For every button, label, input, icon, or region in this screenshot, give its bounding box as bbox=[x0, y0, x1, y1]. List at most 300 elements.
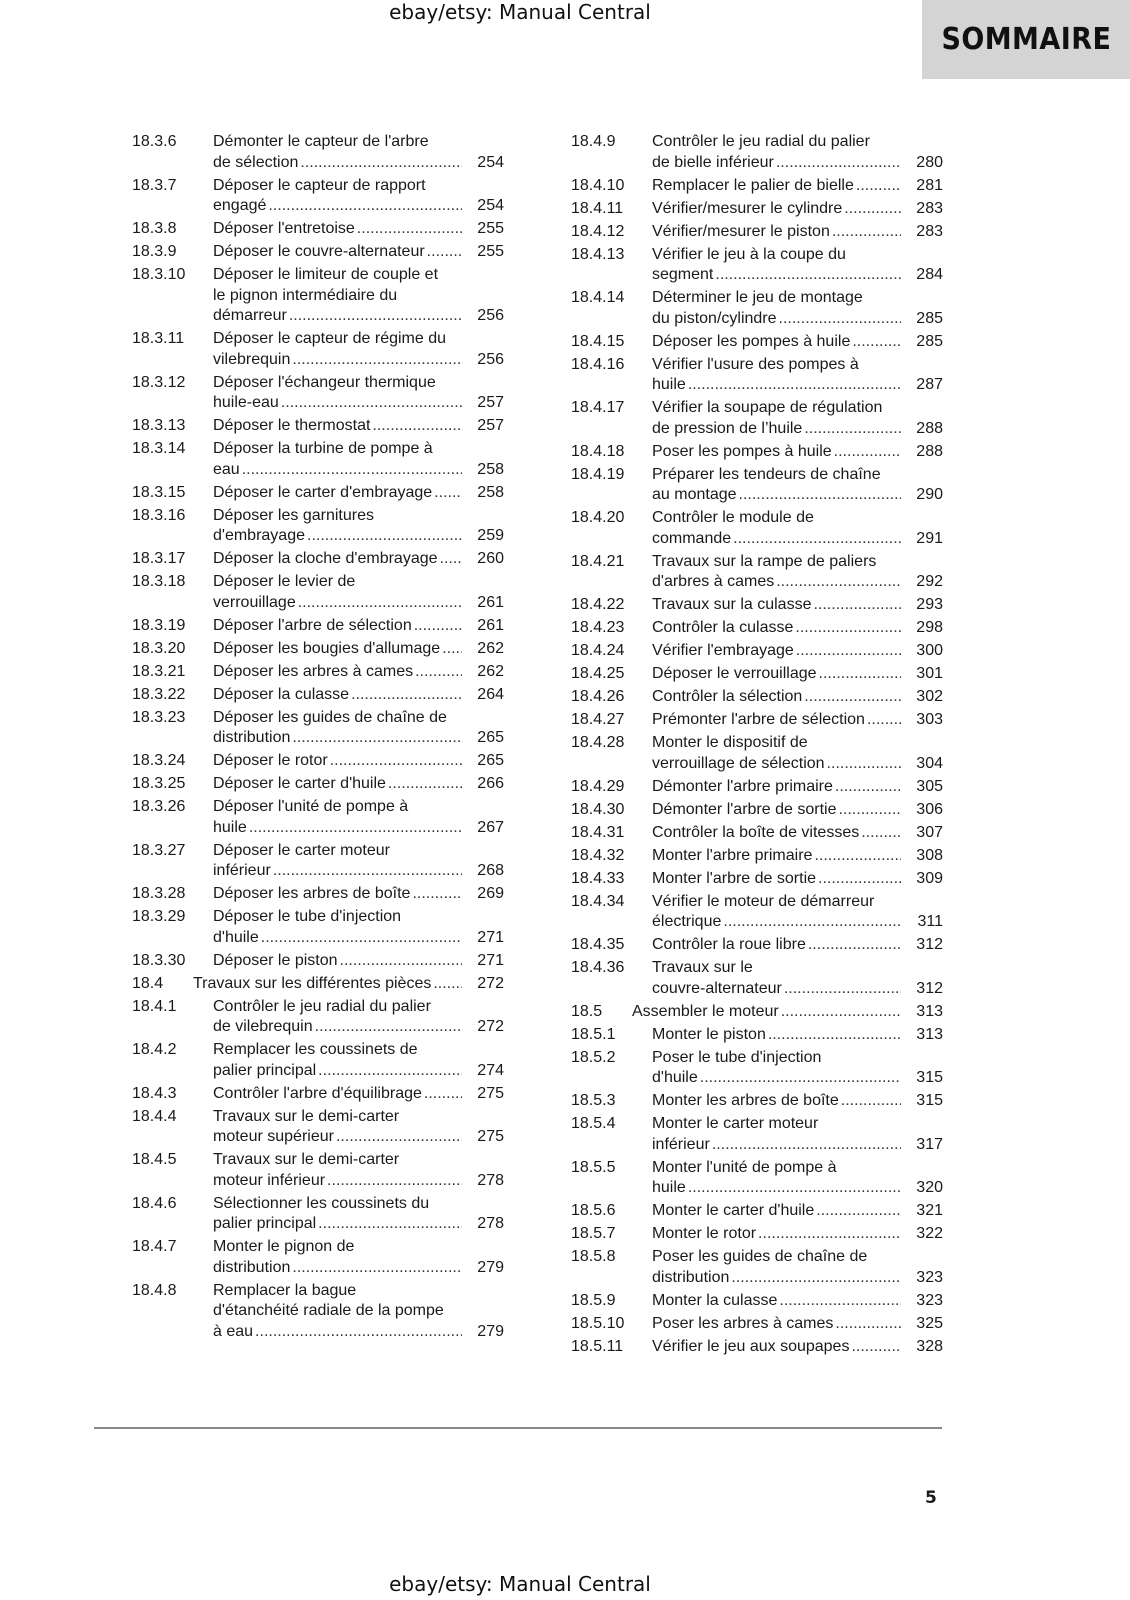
toc-entry-title-line: Remplacer la bague bbox=[213, 1281, 357, 1299]
toc-entry[interactable] bbox=[571, 618, 943, 639]
toc-entry-last-line bbox=[213, 153, 504, 174]
toc-entry[interactable] bbox=[571, 958, 943, 999]
toc-entry-title-line: à eau bbox=[213, 1322, 254, 1340]
toc-entry[interactable] bbox=[571, 1114, 943, 1155]
dot-leader bbox=[330, 751, 462, 772]
toc-entry-last-line bbox=[652, 935, 943, 956]
toc-entry-last-line bbox=[652, 664, 943, 685]
dot-leader bbox=[715, 265, 901, 286]
toc-entry-title-line: distribution bbox=[213, 1258, 291, 1276]
toc-entry-body bbox=[652, 935, 943, 956]
toc-entry-title-line: palier principal bbox=[213, 1215, 317, 1232]
toc-entry[interactable] bbox=[571, 1291, 943, 1312]
toc-entry-page: 275 bbox=[477, 1084, 504, 1102]
toc-entry-title-line: Monter le pignon de bbox=[213, 1238, 355, 1255]
toc-entry-number: 18.4.31 bbox=[571, 823, 625, 841]
toc-entry-last-line bbox=[652, 419, 943, 440]
toc-entry-title-line: Travaux sur la culasse bbox=[652, 596, 812, 613]
toc-entry[interactable] bbox=[571, 1025, 943, 1046]
toc-entry[interactable] bbox=[571, 1002, 943, 1023]
toc-entry-last-line bbox=[213, 1017, 504, 1038]
toc-entry[interactable] bbox=[132, 1237, 504, 1278]
toc-entry-page: 258 bbox=[477, 460, 504, 478]
toc-entry[interactable] bbox=[571, 892, 943, 933]
dot-leader bbox=[415, 662, 462, 683]
toc-entry-body bbox=[213, 1107, 504, 1148]
toc-entry-page: 274 bbox=[477, 1061, 504, 1079]
toc-entry-page: 309 bbox=[916, 869, 943, 887]
toc-entry[interactable] bbox=[571, 846, 943, 867]
toc-entry[interactable] bbox=[132, 439, 504, 480]
toc-entry[interactable] bbox=[571, 595, 943, 616]
toc-entry-page: 272 bbox=[477, 974, 504, 992]
toc-entry[interactable] bbox=[132, 1107, 504, 1148]
dot-leader bbox=[388, 774, 462, 795]
toc-entry-title-line: distribution bbox=[652, 1268, 730, 1286]
toc-entry-body bbox=[652, 733, 943, 774]
toc-entry[interactable] bbox=[132, 219, 504, 240]
toc-entry-title-line: Déposer le couvre-alternateur bbox=[213, 243, 425, 260]
toc-entry-title-line: Déposer le carter d'embrayage bbox=[213, 483, 433, 501]
toc-entry-body bbox=[652, 176, 943, 197]
dot-leader bbox=[249, 818, 462, 839]
toc-entry-number: 18.4.6 bbox=[132, 1194, 177, 1212]
toc-entry-body bbox=[213, 242, 504, 263]
toc-entry-title-line: du piston/cylindre bbox=[652, 309, 777, 327]
toc-entry-title-line: Vérifier le jeu aux soupapes bbox=[652, 1337, 850, 1355]
toc-entry-last-line bbox=[652, 1337, 943, 1358]
toc-entry-title-line: eau bbox=[213, 460, 240, 478]
toc-entry-body bbox=[652, 595, 943, 616]
toc-entry-last-line bbox=[193, 974, 504, 995]
toc-entry-title-line: Déposer le piston bbox=[213, 951, 338, 969]
toc-entry-title-line: Remplacer le palier de bielle bbox=[652, 176, 854, 194]
toc-entry-title-line: huile bbox=[652, 1179, 686, 1196]
toc-entry-page: 325 bbox=[916, 1314, 943, 1332]
toc-entry[interactable] bbox=[132, 951, 504, 972]
toc-entry[interactable] bbox=[132, 1281, 504, 1343]
dot-leader bbox=[723, 912, 901, 933]
toc-entry[interactable] bbox=[132, 708, 504, 749]
toc-entry-page: 292 bbox=[916, 573, 943, 590]
toc-entry-number: 18.3.15 bbox=[132, 483, 186, 501]
toc-entry-title-line: d'huile bbox=[652, 1069, 698, 1086]
dot-leader bbox=[281, 393, 462, 414]
toc-entry-number: 18.4.1 bbox=[132, 997, 177, 1015]
toc-entry-title-line: Contrôler le module de bbox=[652, 509, 814, 526]
toc-entry-number: 18.4.25 bbox=[571, 665, 625, 682]
toc-entry-last-line bbox=[652, 1178, 943, 1199]
toc-entry-body bbox=[213, 572, 504, 613]
toc-entry-title-line: Vérifier la soupape de régulation bbox=[652, 399, 883, 416]
dot-leader bbox=[852, 332, 901, 353]
toc-entry[interactable] bbox=[571, 222, 943, 243]
toc-entry-last-line bbox=[213, 219, 504, 240]
toc-entry[interactable] bbox=[571, 800, 943, 821]
toc-entry-page: 305 bbox=[916, 777, 943, 795]
toc-entry-page: 285 bbox=[916, 332, 943, 350]
toc-entry-title-line: de bielle inférieur bbox=[652, 153, 774, 171]
toc-entry-last-line bbox=[213, 483, 504, 504]
toc-entry-body bbox=[652, 1048, 943, 1089]
toc-entry-last-line bbox=[213, 1171, 504, 1192]
toc-entry-last-line bbox=[652, 979, 943, 1000]
toc-entry-body bbox=[652, 664, 943, 685]
toc-entry-title-line: Déposer les pompes à huile bbox=[652, 332, 851, 350]
toc-entry-number: 18.3.11 bbox=[132, 330, 185, 347]
toc-entry[interactable] bbox=[571, 199, 943, 220]
toc-entry-body bbox=[213, 549, 504, 570]
toc-entry[interactable] bbox=[132, 751, 504, 772]
toc-entry-number: 18.4.27 bbox=[571, 711, 625, 728]
dot-leader bbox=[433, 974, 462, 995]
toc-entry[interactable] bbox=[132, 639, 504, 660]
toc-entry-last-line bbox=[652, 641, 943, 662]
toc-entry-number: 18.3.14 bbox=[132, 440, 186, 457]
toc-entry-title-line: Démonter l'arbre primaire bbox=[652, 777, 833, 795]
watermark-bottom: ebay/etsy: Manual Central bbox=[389, 1572, 651, 1596]
toc-entry[interactable] bbox=[571, 132, 943, 173]
dot-leader bbox=[351, 685, 462, 706]
toc-entry[interactable] bbox=[132, 483, 504, 504]
toc-entry[interactable] bbox=[571, 777, 943, 798]
toc-entry[interactable] bbox=[571, 508, 943, 549]
toc-entry-title-line: Déposer le levier de bbox=[213, 573, 356, 590]
toc-entry-page: 262 bbox=[477, 639, 504, 657]
toc-entry-last-line bbox=[652, 572, 943, 593]
toc-entry-body bbox=[213, 265, 504, 327]
toc-entry-last-line bbox=[652, 823, 943, 844]
toc-entry-number: 18.4.9 bbox=[571, 133, 616, 150]
toc-entry-title-line: Préparer les tendeurs de chaîne bbox=[652, 465, 881, 483]
toc-entry-page: 302 bbox=[916, 688, 943, 705]
toc-entry[interactable] bbox=[132, 1084, 504, 1105]
toc-entry-body bbox=[652, 508, 943, 549]
toc-entry-body bbox=[213, 1237, 504, 1278]
toc-entry[interactable] bbox=[132, 884, 504, 905]
toc-entry-title-line: Déposer le verrouillage bbox=[652, 665, 817, 682]
toc-entry-title-line: Vérifier/mesurer le cylindre bbox=[652, 199, 843, 217]
toc-entry-body bbox=[213, 1150, 504, 1191]
toc-entry-number: 18.3.18 bbox=[132, 573, 186, 590]
toc-entry-page: 328 bbox=[916, 1337, 943, 1355]
toc-entry[interactable] bbox=[132, 416, 504, 437]
toc-entry[interactable] bbox=[132, 549, 504, 570]
dot-leader bbox=[273, 861, 462, 882]
toc-entry[interactable] bbox=[571, 288, 943, 329]
toc-entry[interactable] bbox=[571, 823, 943, 844]
toc-entry-number: 18.5.9 bbox=[571, 1291, 616, 1309]
toc-entry[interactable] bbox=[571, 710, 943, 731]
dot-leader bbox=[442, 639, 462, 660]
toc-entry[interactable] bbox=[132, 841, 504, 882]
toc-entry-last-line bbox=[652, 265, 943, 286]
toc-entry-body bbox=[652, 442, 943, 463]
toc-entry-body bbox=[213, 1084, 504, 1105]
toc-entry-number: 18.4.12 bbox=[571, 222, 625, 240]
toc-entry-page: 255 bbox=[477, 220, 504, 237]
toc-entry-number: 18.5.3 bbox=[571, 1092, 616, 1109]
dot-leader bbox=[841, 1091, 901, 1112]
toc-entry[interactable] bbox=[571, 1314, 943, 1335]
toc-entry[interactable] bbox=[132, 265, 504, 327]
toc-entry-page: 280 bbox=[916, 153, 943, 171]
toc-entry-last-line bbox=[652, 687, 943, 708]
toc-entry-page: 272 bbox=[477, 1018, 504, 1035]
toc-left-column bbox=[132, 132, 504, 1345]
toc-entry-last-line bbox=[652, 332, 943, 353]
dot-leader bbox=[307, 526, 462, 547]
toc-entry-body bbox=[652, 1091, 943, 1112]
toc-entry-number: 18.5.7 bbox=[571, 1225, 616, 1242]
toc-entry-page: 256 bbox=[477, 350, 504, 368]
toc-entry-page: 269 bbox=[477, 885, 504, 902]
toc-entry-page: 320 bbox=[916, 1179, 943, 1196]
toc-entry-last-line bbox=[652, 1091, 943, 1112]
toc-entry[interactable] bbox=[571, 1158, 943, 1199]
toc-entry[interactable] bbox=[571, 398, 943, 439]
dot-leader bbox=[819, 664, 901, 685]
toc-right-column bbox=[571, 132, 943, 1360]
toc-entry-number: 18.4.15 bbox=[571, 332, 625, 350]
toc-entry-page: 304 bbox=[916, 754, 943, 772]
toc-entry-last-line bbox=[213, 460, 504, 481]
toc-entry-number: 18.4.8 bbox=[132, 1281, 177, 1299]
toc-entry-body bbox=[652, 958, 943, 999]
toc-entry-number: 18.3.27 bbox=[132, 841, 186, 859]
toc-entry-page: 278 bbox=[477, 1171, 504, 1189]
toc-entry-title-line: Poser le tube d'injection bbox=[652, 1048, 822, 1066]
toc-entry-page: 271 bbox=[477, 951, 504, 969]
dot-leader bbox=[255, 1322, 462, 1343]
toc-entry[interactable] bbox=[132, 329, 504, 370]
toc-entry-title-line: moteur inférieur bbox=[213, 1171, 326, 1189]
toc-entry-page: 261 bbox=[477, 593, 504, 611]
toc-entry-body bbox=[213, 907, 504, 948]
toc-entry[interactable] bbox=[571, 1247, 943, 1288]
toc-entry[interactable] bbox=[571, 1201, 943, 1222]
toc-entry-body bbox=[652, 355, 943, 396]
toc-entry[interactable] bbox=[571, 552, 943, 593]
toc-entry[interactable] bbox=[571, 176, 943, 197]
toc-entry-last-line bbox=[652, 375, 943, 396]
toc-entry-number: 18.4.28 bbox=[571, 734, 625, 751]
toc-entry-title-line: inférieur bbox=[213, 862, 271, 879]
toc-entry[interactable] bbox=[571, 332, 943, 353]
toc-entry-number: 18.4.20 bbox=[571, 509, 625, 526]
dot-leader bbox=[412, 884, 462, 905]
toc-entry[interactable] bbox=[132, 132, 504, 173]
toc-entry[interactable] bbox=[132, 572, 504, 613]
toc-entry[interactable] bbox=[571, 355, 943, 396]
toc-entry-title-line: Monter le carter d'huile bbox=[652, 1202, 815, 1219]
toc-entry-title-line: Poser les guides de chaîne de bbox=[652, 1248, 868, 1265]
toc-entry-title-line: Travaux sur le demi-carter bbox=[213, 1107, 400, 1125]
toc-entry-last-line bbox=[652, 1068, 943, 1089]
dot-leader bbox=[776, 153, 901, 174]
toc-entry[interactable] bbox=[132, 907, 504, 948]
toc-entry-title-line: Déposer le tube d'injection bbox=[213, 908, 402, 925]
toc-entry-last-line bbox=[652, 485, 943, 506]
toc-entry[interactable] bbox=[132, 997, 504, 1038]
toc-entry-number: 18.4.33 bbox=[571, 869, 625, 887]
toc-entry-last-line bbox=[213, 774, 504, 795]
toc-entry-number: 18.3.19 bbox=[132, 616, 186, 634]
toc-entry-last-line bbox=[652, 309, 943, 330]
toc-entry[interactable] bbox=[571, 1091, 943, 1112]
toc-entry[interactable] bbox=[571, 641, 943, 662]
watermark-top: ebay/etsy: Manual Central bbox=[389, 0, 651, 24]
dot-leader bbox=[300, 153, 462, 174]
toc-entry-page: 322 bbox=[916, 1225, 943, 1242]
toc-entry-title-line: Déposer l'entretoise bbox=[213, 220, 355, 237]
toc-entry-title-line: de vilebrequin bbox=[213, 1018, 313, 1035]
toc-entry-number: 18.3.13 bbox=[132, 417, 186, 434]
toc-entry-body bbox=[652, 1224, 943, 1245]
toc-entry-title-line: verrouillage bbox=[213, 593, 296, 611]
dot-leader bbox=[867, 710, 901, 731]
toc-entry-last-line bbox=[213, 1084, 504, 1105]
dot-leader bbox=[808, 935, 901, 956]
toc-entry-body bbox=[652, 1201, 943, 1222]
dot-leader bbox=[268, 196, 462, 217]
toc-entry[interactable] bbox=[132, 176, 504, 217]
toc-entry[interactable] bbox=[132, 974, 504, 995]
toc-entry-number: 18.3.26 bbox=[132, 798, 186, 815]
toc-entry-title-line: Travaux sur les différentes pièces bbox=[193, 974, 432, 992]
toc-entry[interactable] bbox=[571, 245, 943, 286]
toc-entry-last-line bbox=[213, 662, 504, 683]
dot-leader bbox=[372, 416, 462, 437]
toc-entry[interactable] bbox=[571, 1337, 943, 1358]
toc-entry-title-line: démarreur bbox=[213, 307, 287, 324]
toc-entry-number: 18.4 bbox=[132, 974, 164, 992]
toc-entry-number: 18.4.29 bbox=[571, 777, 625, 795]
toc-entry-page: 256 bbox=[477, 307, 504, 324]
toc-entry-number: 18.4.22 bbox=[571, 596, 625, 613]
dot-leader bbox=[835, 1314, 901, 1335]
toc-entry-title-line: le pignon intermédiaire du bbox=[213, 286, 398, 304]
toc-entry[interactable] bbox=[571, 733, 943, 774]
toc-entry[interactable] bbox=[132, 1194, 504, 1235]
toc-entry-number: 18.3.23 bbox=[132, 708, 186, 726]
toc-entry[interactable] bbox=[132, 774, 504, 795]
toc-entry[interactable] bbox=[132, 685, 504, 706]
toc-entry-title-line: Poser les arbres à cames bbox=[652, 1314, 834, 1332]
toc-entry-title-line: palier principal bbox=[213, 1061, 317, 1079]
toc-entry[interactable] bbox=[132, 662, 504, 683]
toc-entry-body bbox=[652, 1291, 943, 1312]
toc-entry-title-line: Contrôler la roue libre bbox=[652, 936, 806, 953]
toc-entry-title-line: commande bbox=[652, 529, 732, 547]
toc-entry[interactable] bbox=[132, 242, 504, 263]
toc-entry-title-line: Déposer le carter moteur bbox=[213, 841, 390, 859]
toc-entry-page: 308 bbox=[916, 846, 943, 864]
toc-entry[interactable] bbox=[132, 373, 504, 414]
dot-leader bbox=[804, 419, 901, 440]
toc-entry-page: 303 bbox=[916, 711, 943, 728]
toc-entry-last-line bbox=[213, 1127, 504, 1148]
toc-entry[interactable] bbox=[132, 506, 504, 547]
toc-entry[interactable] bbox=[571, 687, 943, 708]
toc-entry[interactable] bbox=[571, 935, 943, 956]
dot-leader bbox=[835, 777, 901, 798]
toc-entry[interactable] bbox=[132, 1150, 504, 1191]
toc-entry-last-line bbox=[213, 196, 504, 217]
toc-entry-last-line bbox=[213, 350, 504, 371]
toc-entry[interactable] bbox=[132, 797, 504, 838]
toc-entry-title-line: Contrôler la culasse bbox=[652, 619, 794, 636]
toc-entry[interactable] bbox=[571, 869, 943, 890]
toc-entry-title-line: Travaux sur la rampe de paliers bbox=[652, 552, 877, 570]
dot-leader bbox=[298, 593, 462, 614]
dot-leader bbox=[688, 1178, 901, 1199]
toc-entry-number: 18.3.8 bbox=[132, 220, 177, 237]
toc-entry[interactable] bbox=[571, 664, 943, 685]
toc-entry-title-line: vilebrequin bbox=[213, 350, 291, 368]
page-number: 5 bbox=[925, 1488, 937, 1508]
toc-entry-last-line bbox=[652, 1291, 943, 1312]
toc-entry-title-line: Monter le dispositif de bbox=[652, 734, 808, 751]
toc-entry[interactable] bbox=[132, 616, 504, 637]
toc-entry[interactable] bbox=[571, 465, 943, 506]
toc-entry-number: 18.4.2 bbox=[132, 1041, 177, 1058]
toc-entry-title-line: de sélection bbox=[213, 153, 299, 171]
toc-entry-body bbox=[652, 1337, 943, 1358]
toc-entry[interactable] bbox=[571, 1224, 943, 1245]
toc-entry-last-line bbox=[652, 800, 943, 821]
toc-entry-last-line bbox=[652, 153, 943, 174]
dot-leader bbox=[292, 728, 462, 749]
toc-entry-number: 18.4.24 bbox=[571, 642, 625, 659]
toc-entry-last-line bbox=[213, 751, 504, 772]
dot-leader bbox=[834, 442, 901, 463]
toc-entry-title-line: huile bbox=[652, 376, 686, 393]
toc-entry[interactable] bbox=[571, 1048, 943, 1089]
dot-leader bbox=[327, 1171, 462, 1192]
toc-entry-body bbox=[652, 132, 943, 173]
dot-leader bbox=[440, 549, 462, 570]
toc-entry-body bbox=[652, 465, 943, 506]
toc-entry-body bbox=[652, 618, 943, 639]
toc-entry-number: 18.3.25 bbox=[132, 775, 186, 792]
toc-entry[interactable] bbox=[571, 442, 943, 463]
dot-leader bbox=[832, 222, 901, 243]
toc-entry-title-line: Déposer l'échangeur thermique bbox=[213, 373, 436, 391]
toc-entry[interactable] bbox=[132, 1040, 504, 1081]
dot-leader bbox=[424, 1084, 462, 1105]
toc-entry-title-line: Vérifier le jeu à la coupe du bbox=[652, 245, 846, 263]
dot-leader bbox=[434, 483, 462, 504]
dot-leader bbox=[427, 242, 462, 263]
toc-entry-title-line: Déposer la culasse bbox=[213, 685, 350, 703]
toc-entry-title-line: Déposer le capteur de rapport bbox=[213, 176, 426, 194]
toc-entry-title-line: couvre-alternateur bbox=[652, 979, 782, 997]
toc-entry-last-line bbox=[652, 529, 943, 550]
toc-entry-last-line bbox=[652, 1135, 943, 1156]
toc-entry-title-line: Déposer les arbres de boîte bbox=[213, 885, 411, 902]
toc-entry-title-line: Monter le carter moteur bbox=[652, 1115, 819, 1132]
toc-entry-page: 254 bbox=[477, 153, 504, 171]
dot-leader bbox=[784, 979, 901, 1000]
toc-entry-body bbox=[213, 132, 504, 173]
toc-entry-last-line bbox=[652, 777, 943, 798]
toc-entry-last-line bbox=[213, 306, 504, 327]
toc-entry-body bbox=[213, 751, 504, 772]
toc-entry-title-line: électrique bbox=[652, 913, 722, 930]
toc-entry-page: 264 bbox=[477, 685, 504, 703]
toc-entry-last-line bbox=[213, 1258, 504, 1279]
